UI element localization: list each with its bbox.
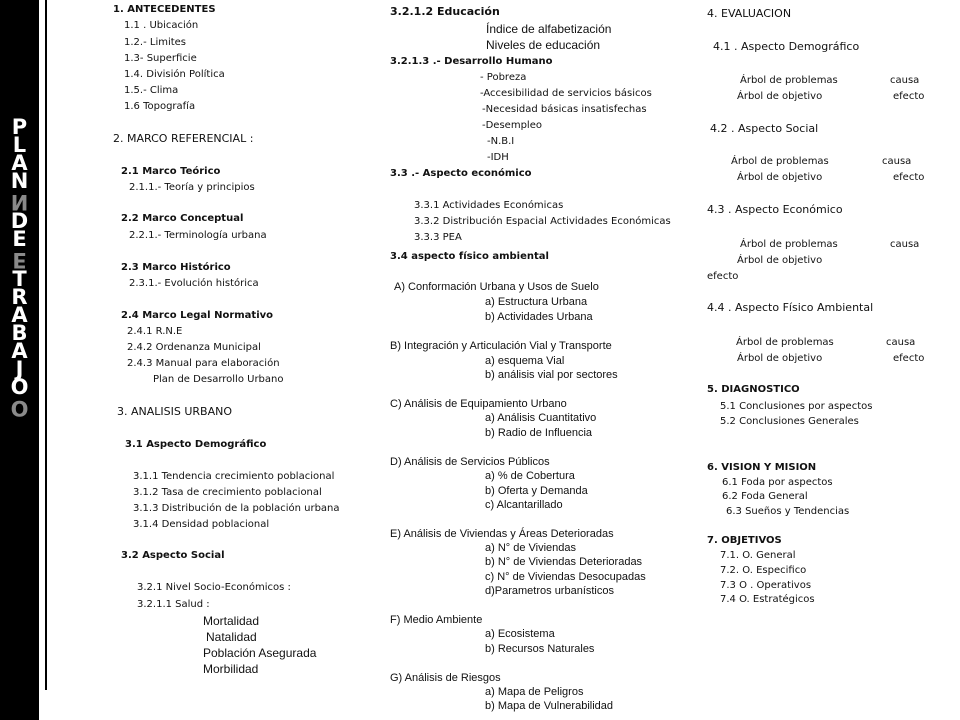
outline-subheading: 3.2.1.2 Educación: [390, 5, 500, 18]
outline-item: efecto: [893, 172, 925, 183]
outline-item: c) N° de Viviendas Desocupadas: [485, 571, 646, 583]
outline-item: C) Análisis de Equipamiento Urbano: [390, 398, 567, 410]
outline-item: 7.1. O. General: [720, 550, 796, 561]
outline-item: 6.3 Sueños y Tendencias: [726, 506, 850, 517]
outline-item: causa: [886, 337, 916, 348]
outline-item: Árbol de problemas: [740, 75, 838, 86]
outline-item: causa: [890, 75, 920, 86]
outline-subheading: 4.1 . Aspecto Demográfico: [713, 40, 860, 53]
outline-item: Árbol de problemas: [731, 156, 829, 167]
outline-item: a) Análisis Cuantitativo: [485, 412, 597, 424]
outline-subheading: 4.4 . Aspecto Físico Ambiental: [707, 301, 874, 314]
outline-item: Natalidad: [206, 630, 257, 644]
outline-item: 1.3- Superficie: [124, 53, 197, 64]
outline-item: Índice de alfabetización: [486, 22, 612, 36]
section-1-heading: 1. ANTECEDENTES: [113, 4, 216, 15]
outline-item: Árbol de objetivo: [737, 353, 823, 364]
outline-item: a) N° de Viviendas: [485, 542, 577, 554]
outline-item: efecto: [893, 353, 925, 364]
outline-item: b) Radio de Influencia: [485, 427, 593, 439]
outline-item: -Necesidad básicas insatisfechas: [482, 104, 647, 115]
outline-subheading: 3.2.1.3 .- Desarrollo Humano: [390, 56, 553, 67]
outline-item: D) Análisis de Servicios Públicos: [390, 456, 550, 468]
sidebar-title-letter: A: [11, 151, 28, 175]
outline-item: 7.2. O. Especifico: [720, 565, 807, 576]
outline-item: 7.4 O. Estratégicos: [720, 594, 815, 605]
sidebar-title-letter: J: [15, 357, 24, 381]
outline-item: Árbol de problemas: [736, 337, 834, 348]
outline-item: a) Estructura Urbana: [485, 296, 588, 308]
outline-item: 6.2 Foda General: [722, 491, 808, 502]
outline-item: Niveles de educación: [486, 38, 601, 52]
outline-item: 5.2 Conclusiones Generales: [720, 416, 859, 427]
sidebar-title-reflection: O: [10, 396, 29, 420]
outline-item: a) Ecosistema: [485, 628, 555, 640]
outline-subheading: 3.2 Aspecto Social: [121, 550, 225, 561]
outline-item: 5.1 Conclusiones por aspectos: [720, 401, 873, 412]
outline-item: 2.2.1.- Terminología urbana: [129, 230, 267, 241]
outline-item: Plan de Desarrollo Urbano: [153, 374, 284, 385]
outline-item: b) Mapa de Vulnerabilidad: [485, 700, 614, 712]
outline-item: 1.2.- Limites: [124, 37, 187, 48]
outline-item: 3.2.1 Nivel Socio-Económicos :: [137, 582, 291, 593]
section-3-heading: 3. ANALISIS URBANO: [117, 405, 233, 418]
outline-item: 3.2.1.1 Salud :: [137, 599, 210, 610]
outline-subheading: 2.2 Marco Conceptual: [121, 213, 244, 224]
section-7-heading: 7. OBJETIVOS: [707, 535, 782, 546]
outline-item: 2.4.2 Ordenanza Municipal: [127, 342, 261, 353]
outline-subheading: 2.3 Marco Histórico: [121, 262, 231, 273]
section-6-heading: 6. VISION Y MISION: [707, 462, 817, 473]
outline-item: Mortalidad: [203, 614, 260, 628]
outline-item: 2.4.3 Manual para elaboración: [127, 358, 280, 369]
outline-item: causa: [890, 239, 920, 250]
outline-subheading: 4.2 . Aspecto Social: [710, 122, 819, 135]
outline-item: A) Conformación Urbana y Usos de Suelo: [394, 281, 599, 293]
sidebar-title-letter: O: [10, 375, 29, 399]
outline-item: causa: [882, 156, 912, 167]
outline-item: Morbilidad: [203, 662, 259, 676]
outline-subheading: 3.3 .- Aspecto económico: [390, 168, 532, 179]
outline-item: 2.1.1.- Teoría y principios: [129, 182, 255, 193]
sidebar-title-letter: T: [12, 267, 27, 291]
outline-item: B) Integración y Articulación Vial y Transporte: [390, 340, 612, 352]
outline-subheading: 3.1 Aspecto Demográfico: [125, 439, 267, 450]
outline-item: 2.3.1.- Evolución histórica: [129, 278, 259, 289]
outline-item: 6.1 Foda por aspectos: [722, 477, 833, 488]
outline-item: 3.1.2 Tasa de crecimiento poblacional: [133, 487, 322, 498]
outline-item: 1.6 Topografía: [124, 101, 196, 112]
outline-item: 3.3.2 Distribución Espacial Actividades Económicas: [414, 216, 671, 227]
vertical-divider: [45, 0, 47, 690]
outline-item: 3.1.3 Distribución de la población urbana: [133, 503, 340, 514]
outline-item: c) Alcantarillado: [485, 499, 563, 511]
sidebar-title-letter: R: [11, 285, 28, 309]
outline-item: Árbol de objetivo: [737, 172, 823, 183]
outline-item: -Accesibilidad de servicios básicos: [480, 88, 652, 99]
outline-item: - Pobreza: [480, 72, 527, 83]
sidebar-title-letter: A: [11, 339, 28, 363]
outline-item: Árbol de objetivo: [737, 91, 823, 102]
section-4-heading: 4. EVALUACION: [707, 7, 792, 20]
outline-item: Árbol de objetivo: [737, 255, 823, 266]
outline-subheading: 2.4 Marco Legal Normativo: [121, 310, 274, 321]
outline-item: 3.3.3 PEA: [414, 232, 462, 243]
outline-item: F) Medio Ambiente: [390, 614, 483, 626]
outline-item: Árbol de problemas: [740, 239, 838, 250]
outline-item: Población Asegurada: [203, 646, 317, 660]
sidebar-title-letter: L: [12, 133, 27, 157]
outline-item: G) Análisis de Riesgos: [390, 672, 501, 684]
outline-item: b) análisis vial por sectores: [485, 369, 618, 381]
sidebar-title-letter: E: [12, 227, 27, 251]
outline-subheading: 3.4 aspecto físico ambiental: [390, 251, 549, 262]
outline-item: efecto: [707, 271, 739, 282]
sidebar-title-letter: N: [10, 169, 29, 193]
outline-item: a) Mapa de Peligros: [485, 686, 584, 698]
sidebar-title-letter: A: [11, 303, 28, 327]
outline-item: 1.5.- Clima: [124, 85, 179, 96]
outline-subheading: 4.3 . Aspecto Económico: [707, 203, 843, 216]
sidebar-title-letter: D: [10, 209, 29, 233]
outline-item: a) esquema Vial: [485, 355, 565, 367]
outline-item: E) Análisis de Viviendas y Áreas Deterioradas: [390, 528, 614, 540]
sidebar-title-letter: B: [11, 321, 28, 345]
sidebar-title-reflection: E: [12, 248, 27, 272]
outline-item: 1.4. División Política: [124, 69, 225, 80]
sidebar-title-letter: P: [11, 115, 28, 139]
outline-item: b) N° de Viviendas Deterioradas: [485, 556, 643, 568]
outline-item: b) Recursos Naturales: [485, 643, 595, 655]
outline-item: a) % de Cobertura: [485, 470, 575, 482]
outline-item: 2.4.1 R.N.E: [127, 326, 183, 337]
section-5-heading: 5. DIAGNOSTICO: [707, 384, 800, 395]
outline-item: -N.B.I: [487, 136, 515, 147]
outline-item: 3.1.1 Tendencia crecimiento poblacional: [133, 471, 335, 482]
outline-item: 3.3.1 Actividades Económicas: [414, 200, 564, 211]
outline-item: d)Parametros urbanísticos: [485, 585, 614, 597]
section-2-heading: 2. MARCO REFERENCIAL :: [113, 132, 254, 145]
sidebar-title-reflection: N: [10, 190, 29, 214]
outline-subheading: 2.1 Marco Teórico: [121, 166, 221, 177]
outline-item: b) Actividades Urbana: [485, 311, 593, 323]
outline-item: b) Oferta y Demanda: [485, 485, 588, 497]
outline-item: 7.3 O . Operativos: [720, 580, 812, 591]
outline-item: -Desempleo: [482, 120, 542, 131]
outline-item: efecto: [893, 91, 925, 102]
outline-item: 1.1 . Ubicación: [124, 20, 199, 31]
outline-item: -IDH: [487, 152, 509, 163]
outline-item: 3.1.4 Densidad poblacional: [133, 519, 270, 530]
